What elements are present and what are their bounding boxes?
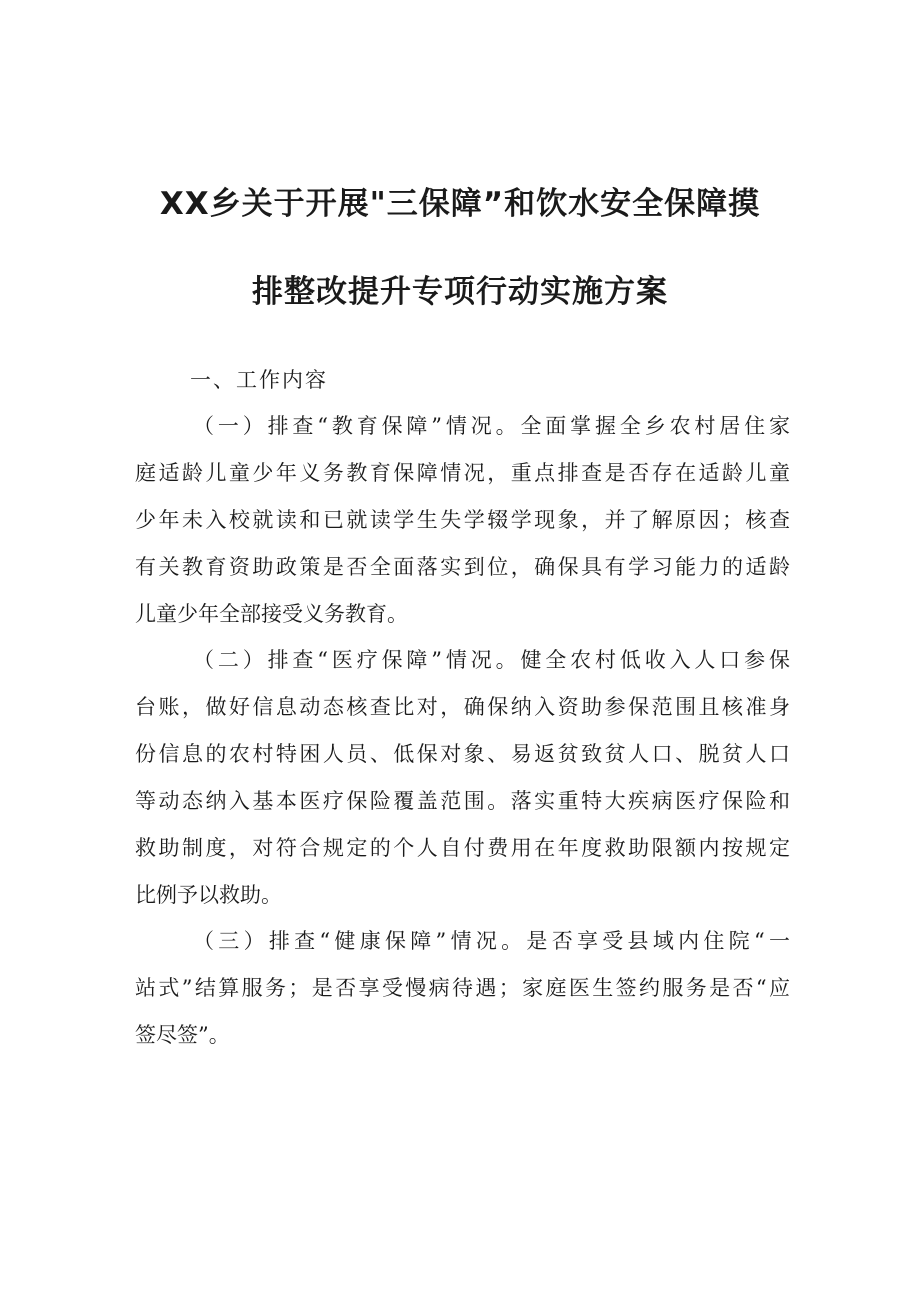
paragraph-line: （三）排查“健康保障”情况。是否享受县域内住院“一 [193, 929, 790, 953]
paragraph-line: 份信息的农村特困人员、低保对象、易返贫致贫人口、脱贫人口 [135, 742, 790, 766]
paragraph-education [135, 403, 790, 638]
paragraph-line: 有关教育资助政策是否全面落实到位，确保具有学习能力的适龄 [135, 555, 790, 579]
paragraph-line: 儿童少年全部接受义务教育。 [135, 602, 408, 626]
document-title-line-1: XX乡关于开展"三保障”和饮水安全保障摸 [159, 186, 761, 222]
paragraph-line: （一）排查“教育保障”情况。全面掌握全乡农村居住家 [193, 414, 790, 438]
paragraph-line: 台账，做好信息动态核查比对，确保纳入资助参保范围且核准身 [135, 695, 790, 719]
paragraph-medical [135, 637, 790, 919]
paragraph-line: 站式”结算服务；是否享受慢病待遇；家庭医生签约服务是否“应 [135, 976, 790, 1000]
paragraph-line: （二）排查“医疗保障”情况。健全农村低收入人口参保 [193, 648, 790, 672]
document-title-line-2: 排整改提升专项行动实施方案 [252, 274, 668, 310]
paragraph-health [135, 918, 790, 1059]
paragraph-line: 等动态纳入基本医疗保险覆盖范围。落实重特大疾病医疗保险和 [135, 789, 790, 813]
paragraph-line: 庭适龄儿童少年义务教育保障情况，重点排查是否存在适龄儿童 [135, 461, 790, 485]
paragraph-line: 少年未入校就读和已就读学生失学辍学现象，并了解原因；核查 [135, 508, 790, 532]
section-heading: 一、工作内容 [190, 368, 328, 392]
paragraph-line: 比例予以救助。 [135, 883, 282, 907]
paragraph-line: 救助制度，对符合规定的个人自付费用在年度救助限额内按规定 [135, 836, 790, 860]
paragraph-line: 签尽签”。 [135, 1023, 230, 1047]
